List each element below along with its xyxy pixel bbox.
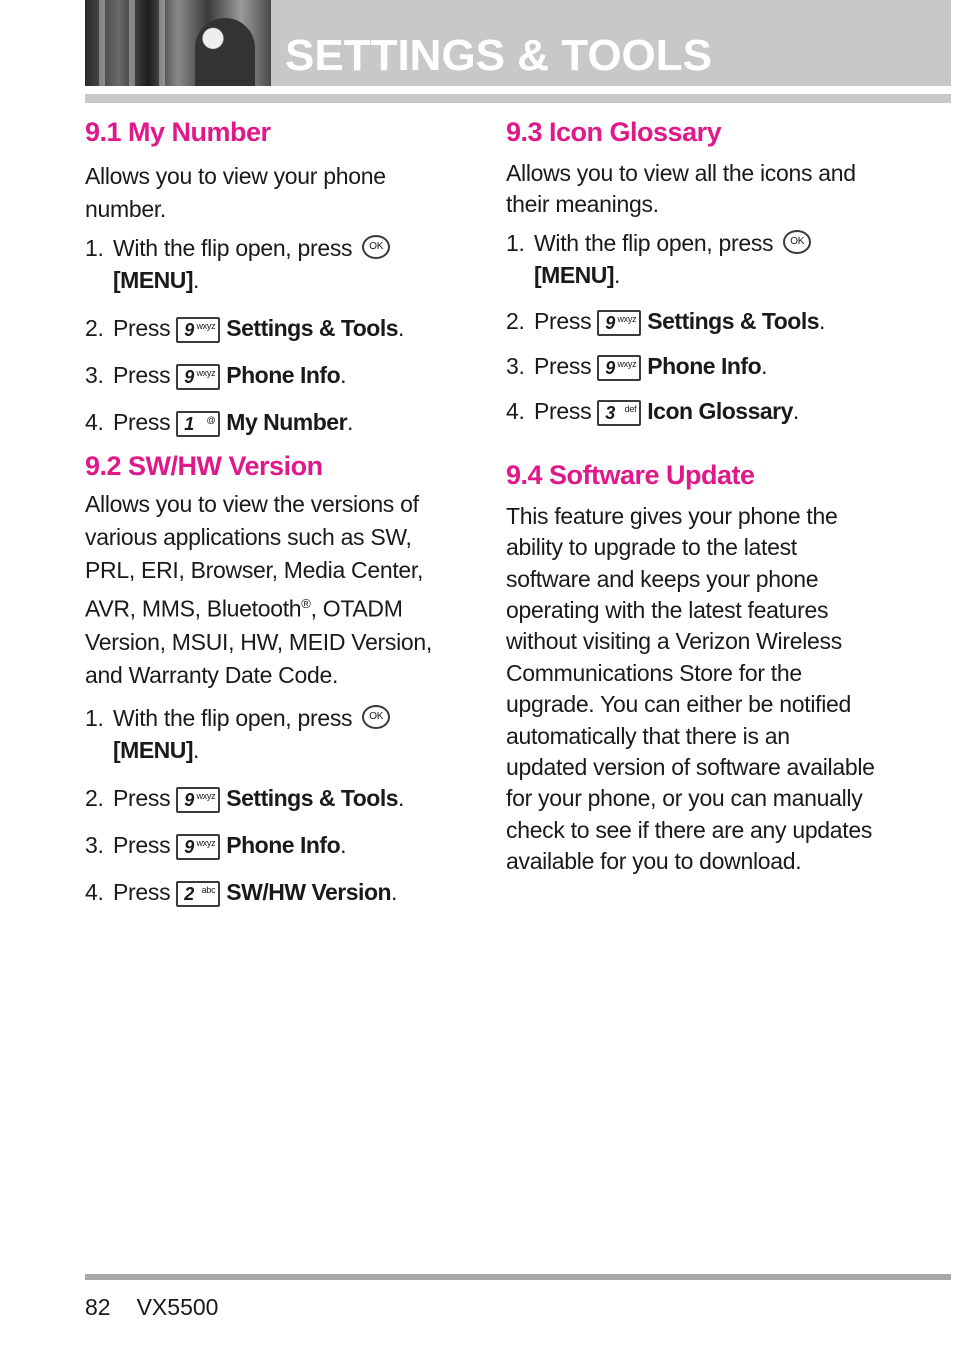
page-title: SETTINGS & TOOLS bbox=[285, 31, 713, 80]
sw-hw-step-2: 2. Press 9 wxyz Settings & Tools. bbox=[85, 784, 405, 811]
key-1-voicemail-icon: 1 @ bbox=[176, 411, 220, 437]
left-column bbox=[85, 114, 440, 908]
footer-rule bbox=[85, 1274, 951, 1280]
sw-hw-intro: Allows you to view the versions of various applications such as SW, PRL, ERI, Browser, Media Center, AVR, MMS, Bluetooth®, OTADM Version, MSUI, HW, MEID Version, and Warranty Date Code. bbox=[85, 491, 433, 688]
header-banner bbox=[85, 0, 951, 86]
sw-hw-step-3: 3. Press 9 wxyz Phone Info. bbox=[85, 831, 347, 858]
key-9-icon: 9 wxyz bbox=[597, 310, 641, 336]
my-number-step-4: 4. Press 1 @ My Number. bbox=[85, 409, 354, 435]
ok-key-icon: OK bbox=[362, 705, 390, 729]
key-3-icon: 3 def bbox=[597, 400, 641, 426]
my-number-intro: Allows you to view your phone number. bbox=[85, 163, 386, 222]
sw-hw-step-1: 1. With the flip open, press OK [MENU]. bbox=[85, 702, 440, 766]
section-heading-sw-hw-version: 9.2 SW/HW Version bbox=[85, 451, 323, 481]
ok-key-icon: OK bbox=[783, 230, 811, 254]
header-photo bbox=[85, 0, 271, 86]
section-heading-my-number: 9.1 My Number bbox=[85, 117, 271, 147]
icon-glossary-intro: Allows you to view all the icons and their meanings. bbox=[506, 160, 856, 218]
key-9-icon: 9 wxyz bbox=[176, 834, 220, 860]
key-9-icon: 9 wxyz bbox=[597, 355, 641, 381]
icon-glossary-step-3: 3. Press 9 wxyz Phone Info. bbox=[506, 352, 768, 379]
software-update-body: This feature gives your phone the ability to upgrade to the latest software and keeps your phone operating with the latest features without visiting a Verizon Wireless Communications Store for the upgrade. You can either be notified automatically that there is an updated version of software available for your phone, or you can manually check to see if there are any updates available for you to download. bbox=[506, 502, 875, 875]
my-number-step-2: 2. Press 9 wxyz Settings & Tools. bbox=[85, 315, 405, 341]
section-heading-icon-glossary: 9.3 Icon Glossary bbox=[506, 117, 722, 147]
section-heading-software-update: 9.4 Software Update bbox=[506, 459, 755, 490]
my-number-step-1: 1. With the flip open, press OK [MENU]. bbox=[85, 232, 440, 296]
key-9-icon: 9 wxyz bbox=[176, 787, 220, 813]
my-number-step-3: 3. Press 9 wxyz Phone Info. bbox=[85, 362, 347, 388]
icon-glossary-step-1: 1. With the flip open, press OK [MENU]. bbox=[506, 227, 876, 291]
key-9-icon: 9 wxyz bbox=[176, 317, 220, 343]
key-9-icon: 9 wxyz bbox=[176, 364, 220, 390]
ok-key-icon: OK bbox=[362, 235, 390, 259]
key-2-icon: 2 abc bbox=[176, 881, 220, 907]
header-rule bbox=[85, 94, 951, 103]
sw-hw-step-4: 4. Press 2 abc SW/HW Version. bbox=[85, 878, 398, 905]
icon-glossary-step-2: 2. Press 9 wxyz Settings & Tools. bbox=[506, 307, 826, 334]
icon-glossary-step-4: 4. Press 3 def Icon Glossary. bbox=[506, 397, 800, 424]
footer bbox=[85, 1294, 218, 1321]
model-name: VX5500 bbox=[136, 1294, 219, 1320]
right-column bbox=[506, 114, 876, 878]
page-number: 82 bbox=[85, 1294, 111, 1320]
